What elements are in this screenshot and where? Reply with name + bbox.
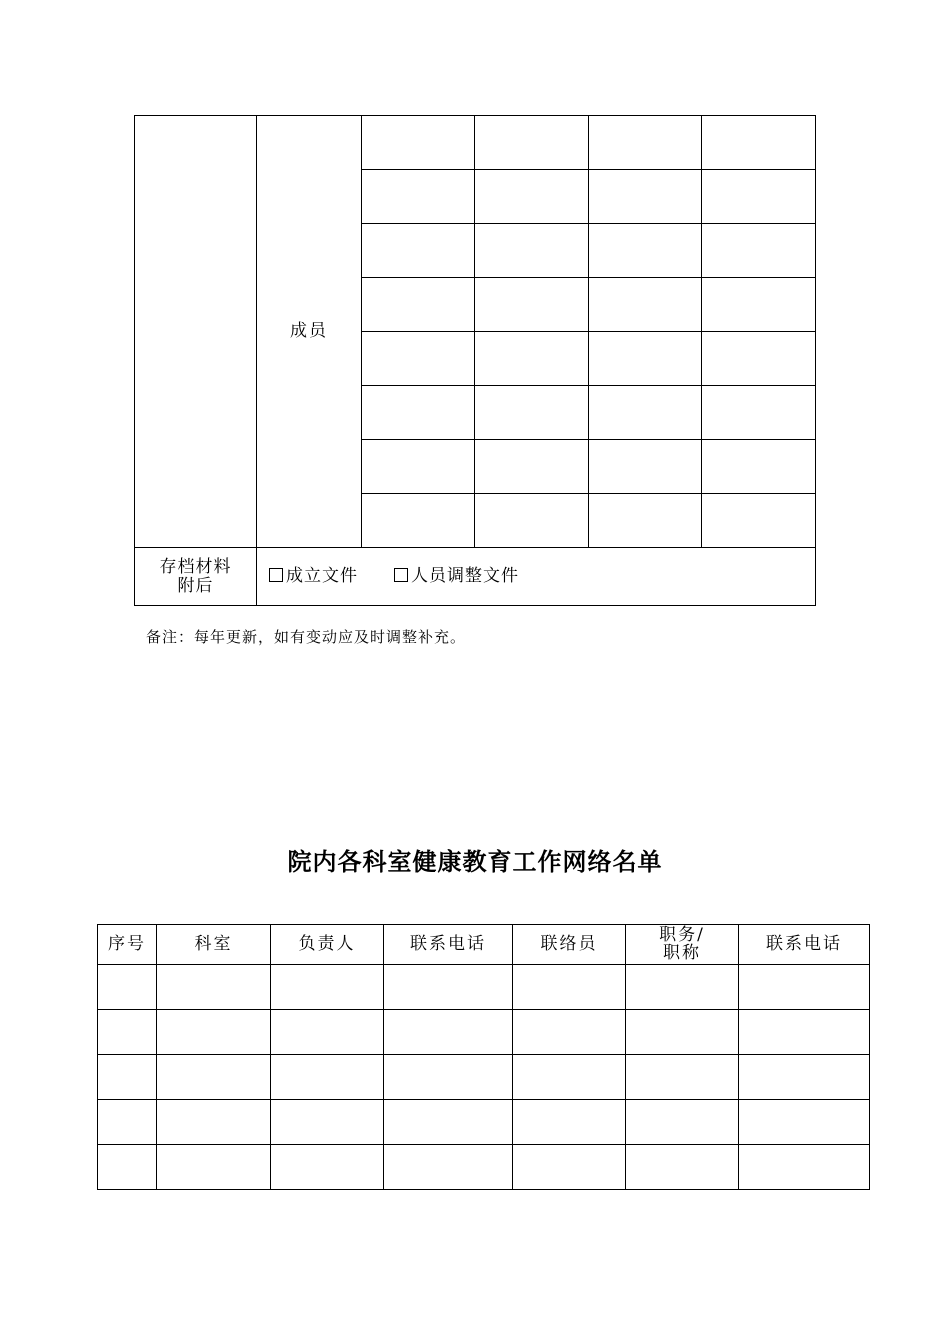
member-cell[interactable] [362,332,475,386]
table-cell[interactable] [98,1145,157,1190]
member-cell[interactable] [702,170,816,224]
archive-option[interactable] [394,567,519,586]
network-table [97,924,870,1190]
table-cell[interactable] [513,965,626,1010]
member-cell[interactable] [475,170,589,224]
table-cell[interactable] [271,1100,384,1145]
table-cell[interactable] [98,1055,157,1100]
archive-option[interactable] [269,567,358,586]
table-row [98,1145,870,1190]
member-cell[interactable] [702,494,816,548]
table-cell[interactable] [739,1100,870,1145]
members-label: 成员 [257,116,362,548]
table-cell[interactable] [384,1010,513,1055]
member-cell[interactable] [475,440,589,494]
member-cell[interactable] [702,440,816,494]
member-cell[interactable] [589,332,702,386]
member-row [135,116,816,170]
column-header: 联络员 [513,925,626,965]
table-cell[interactable] [98,965,157,1010]
member-cell[interactable] [362,170,475,224]
member-cell[interactable] [702,386,816,440]
member-cell[interactable] [475,332,589,386]
table-cell[interactable] [157,1010,271,1055]
member-cell[interactable] [589,440,702,494]
column-header: 序号 [98,925,157,965]
members-table [134,115,816,606]
table-cell[interactable] [384,965,513,1010]
checkbox-icon[interactable] [269,568,283,582]
table-cell[interactable] [739,1145,870,1190]
archive-option-label: 成立文件 [286,566,358,587]
column-header: 联系电话 [384,925,513,965]
column-header: 负责人 [271,925,384,965]
table-cell[interactable] [513,1145,626,1190]
table-cell[interactable] [384,1055,513,1100]
table-cell[interactable] [626,1100,739,1145]
checkbox-icon[interactable] [394,568,408,582]
member-cell[interactable] [362,116,475,170]
table-cell[interactable] [157,1100,271,1145]
member-cell[interactable] [362,386,475,440]
member-cell[interactable] [362,494,475,548]
column-header: 联系电话 [739,925,870,965]
table-row [98,1100,870,1145]
table-cell[interactable] [384,1145,513,1190]
table-cell[interactable] [157,1055,271,1100]
table-cell[interactable] [384,1100,513,1145]
table-cell[interactable] [98,1100,157,1145]
note: 备注：每年更新，如有变动应及时调整补充。 [146,628,467,646]
table-row [98,965,870,1010]
member-cell[interactable] [362,278,475,332]
member-cell[interactable] [475,494,589,548]
table-cell[interactable] [513,1100,626,1145]
table-cell[interactable] [271,1010,384,1055]
member-cell[interactable] [475,278,589,332]
member-cell[interactable] [475,386,589,440]
table-cell[interactable] [98,1010,157,1055]
table-cell[interactable] [626,1010,739,1055]
table-cell[interactable] [271,1145,384,1190]
member-cell[interactable] [702,116,816,170]
table-cell[interactable] [739,965,870,1010]
member-cell[interactable] [475,224,589,278]
table-cell[interactable] [513,1055,626,1100]
table-cell[interactable] [271,1055,384,1100]
table-cell[interactable] [626,1145,739,1190]
table-cell[interactable] [271,965,384,1010]
table-cell[interactable] [626,965,739,1010]
column-header: 职务/ 职称 [626,925,739,965]
member-cell[interactable] [589,278,702,332]
archive-label: 存档材料 附后 [135,548,257,606]
member-cell[interactable] [589,170,702,224]
archive-row [135,548,816,606]
member-cell[interactable] [362,224,475,278]
member-cell[interactable] [589,116,702,170]
member-cell[interactable] [362,440,475,494]
member-cell[interactable] [589,224,702,278]
member-cell[interactable] [589,494,702,548]
column-header: 科室 [157,925,271,965]
archive-options [257,548,816,606]
table-cell[interactable] [513,1010,626,1055]
blank-label-cell [135,116,257,548]
table-cell[interactable] [157,965,271,1010]
table-cell[interactable] [626,1055,739,1100]
table-cell[interactable] [739,1055,870,1100]
member-cell[interactable] [475,116,589,170]
table-row [98,1010,870,1055]
member-cell[interactable] [702,224,816,278]
page-title: 院内各科室健康教育工作网络名单 [287,848,663,876]
member-cell[interactable] [702,332,816,386]
header-row [98,925,870,965]
table-row [98,1055,870,1100]
member-cell[interactable] [589,386,702,440]
member-cell[interactable] [702,278,816,332]
table-cell[interactable] [157,1145,271,1190]
table-cell[interactable] [739,1010,870,1055]
archive-option-label: 人员调整文件 [411,566,519,587]
